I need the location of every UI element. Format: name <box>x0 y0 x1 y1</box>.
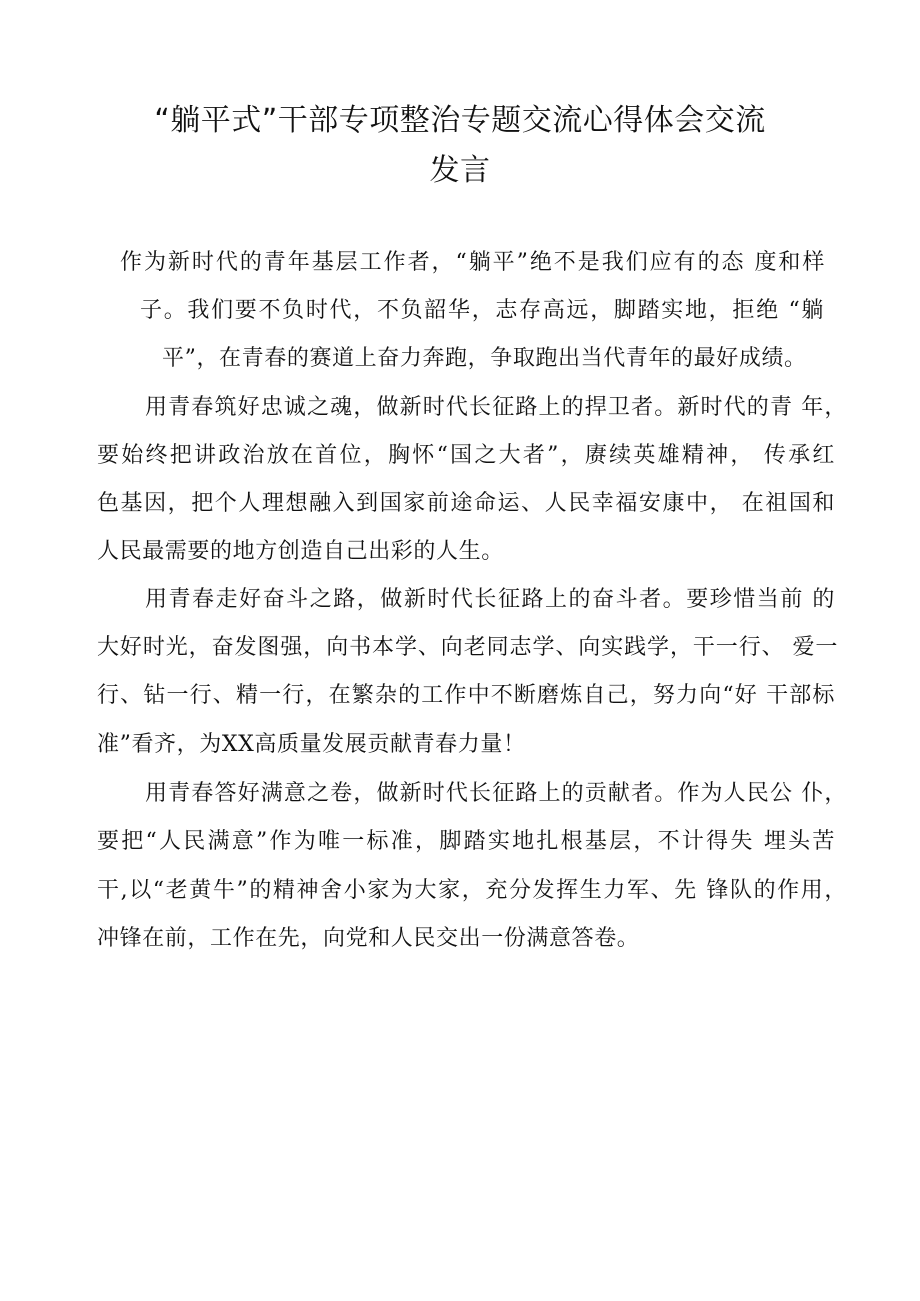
paragraph-line: 色基因，把个人理想融入到国家前途命运、人民幸福安康中， 在祖国和 <box>97 491 835 516</box>
document-title-line-2: 发言 <box>429 153 491 188</box>
paragraph-line: 人民最需要的地方创造自己出彩的人生。 <box>97 539 504 564</box>
document-title-line-1: “躺平式”干部专项整治专题交流心得体会交流 <box>154 103 766 138</box>
paragraph-line: 行、钻一行、精一行，在繁杂的工作中不断磨炼自己，努力向“好 干部标 <box>97 683 835 708</box>
paragraph-line: 要始终把讲政治放在首位，胸怀“国之大者”，赓续英雄精神， 传承红 <box>97 443 835 468</box>
paragraph-line: 大好时光，奋发图强，向书本学、向老同志学、向实践学，干一行、 爱一 <box>97 635 838 660</box>
paragraph-line: 准”看齐，为XX高质量发展贡献青春力量！ <box>97 732 526 757</box>
paragraph-line: 作为新时代的青年基层工作者，“躺平”绝不是我们应有的态 度和样 <box>120 250 825 275</box>
paragraph-line: 干,以“老黄牛”的精神舍小家为大家，充分发挥生力军、先 锋队的作用， <box>97 878 847 903</box>
paragraph-line: 平”，在青春的赛道上奋力奔跑，争取跑出当代青年的最好成绩。 <box>162 346 807 371</box>
paragraph-line: 用青春答好满意之卷，做新时代长征路上的贡献者。作为人民公 仆， <box>145 781 847 806</box>
paragraph-line: 用青春筑好忠诚之魂，做新时代长征路上的捍卫者。新时代的青 年， <box>145 395 847 420</box>
paragraph-line: 冲锋在前，工作在先，向党和人民交出一份满意答卷。 <box>97 926 640 951</box>
paragraph-line: 要把“人民满意”作为唯一标准，脚踏实地扎根基层，不计得失 埋头苦 <box>97 829 835 854</box>
paragraph-line: 用青春走好奋斗之路，做新时代长征路上的奋斗者。要珍惜当前 的 <box>145 587 835 612</box>
paragraph-line: 子。我们要不负时代，不负韶华，志存高远，脚踏实地，拒绝 “躺 <box>140 298 824 323</box>
